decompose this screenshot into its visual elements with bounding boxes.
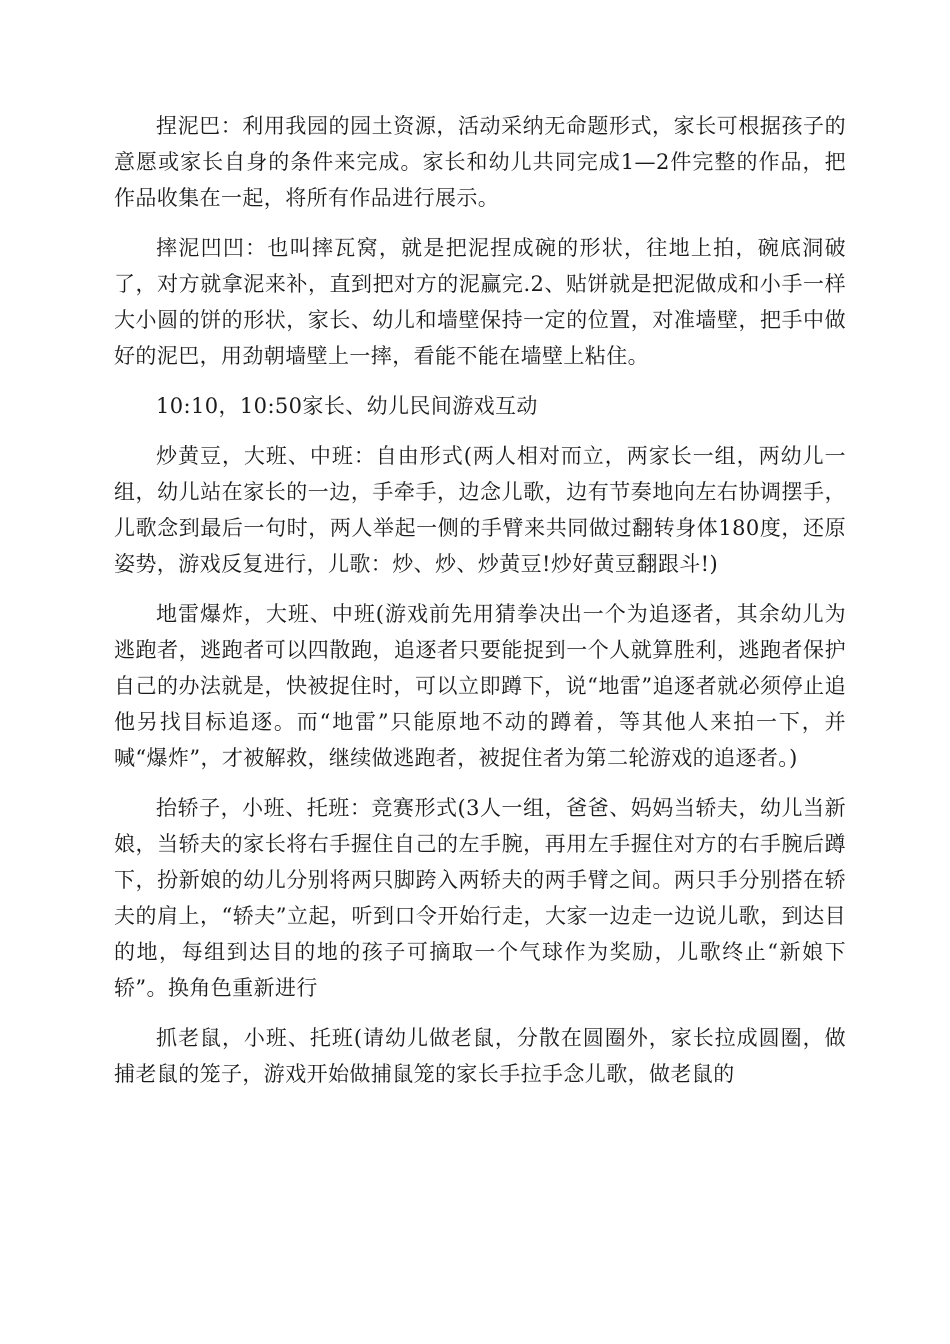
paragraph-clay-slamming: 摔泥凹凹：也叫摔瓦窝，就是把泥捏成碗的形状，往地上拍，碗底洞破了，对方就拿泥来补，直到把对方的泥赢完.2、贴饼就是把泥做成和小手一样大小圆的饼的形状，家长、幼儿和墙壁保持一定的位置，对准墙壁，把手中做好的泥巴，用劲朝墙壁上一摔，看能不能在墙壁上粘住。 — [114, 236, 846, 368]
paragraph-catch-mouse-game: 抓老鼠，小班、托班(请幼儿做老鼠，分散在圆圈外，家长拉成圆圈，做捕老鼠的笼子，游戏开始做捕鼠笼的家长手拉手念儿歌，做老鼠的 — [114, 1026, 846, 1086]
paragraph-schedule-time: 10:10，10:50家长、幼儿民间游戏互动 — [156, 394, 538, 418]
paragraph-sedan-chair-game: 抬轿子，小班、托班：竞赛形式(3人一组，爸爸、妈妈当轿夫，幼儿当新娘，当轿夫的家长将右手握住自己的左手腕，再用左手握住对方的右手腕后蹲下，扮新娘的幼儿分别将两只脚跨入两轿夫的两手臂之间。两只手分别搭在轿夫的肩上，“轿夫”立起，听到口令开始行走，大家一边走一边说儿歌，到达目的地，每组到达目的地的孩子可摘取一个气球作为奖励，儿歌终止“新娘下轿”。换角色重新进行 — [114, 796, 846, 1000]
document-body — [114, 108, 846, 1106]
paragraph-clay-kneading: 捏泥巴：利用我园的园土资源，活动采纳无命题形式，家长可根据孩子的意愿或家长自身的条件来完成。家长和幼儿共同完成1—2件完整的作品，把作品收集在一起，将所有作品进行展示。 — [114, 114, 846, 210]
paragraph-fried-beans-game: 炒黄豆，大班、中班：自由形式(两人相对而立，两家长一组，两幼儿一组，幼儿站在家长的一边，手牵手，边念儿歌，边有节奏地向左右协调摆手，儿歌念到最后一句时，两人举起一侧的手臂来共同做过翻转身体180度，还原姿势，游戏反复进行，儿歌：炒、炒、炒黄豆!炒好黄豆翻跟斗!) — [114, 444, 846, 576]
paragraph-landmine-game: 地雷爆炸，大班、中班(游戏前先用猜拳决出一个为追逐者，其余幼儿为逃跑者，逃跑者可以四散跑，追逐者只要能捉到一个人就算胜利，逃跑者保护自己的办法就是，快被捉住时，可以立即蹲下，说“地雷”追逐者就必须停止追他另找目标追逐。而“地雷”只能原地不动的蹲着，等其他人来拍一下，并喊“爆炸”，才被解救，继续做逃跑者，被捉住者为第二轮游戏的追逐者。) — [114, 602, 846, 770]
